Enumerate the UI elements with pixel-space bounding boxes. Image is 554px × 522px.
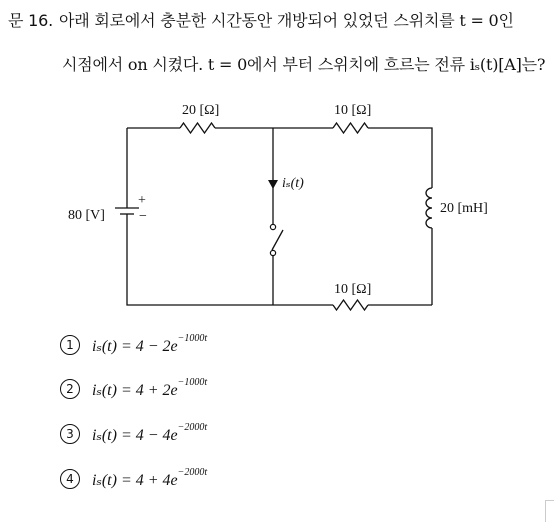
option-4-number: 4 bbox=[60, 469, 80, 489]
question-number: 문 16. bbox=[8, 11, 53, 30]
resistor-10-top-symbol bbox=[333, 123, 368, 133]
resistor-10-bottom-symbol bbox=[333, 300, 368, 310]
resistor-20-symbol bbox=[180, 123, 215, 133]
switch-contact-top bbox=[270, 224, 275, 229]
option-1[interactable] bbox=[60, 333, 207, 356]
option-1-number: 1 bbox=[60, 335, 80, 355]
label-r-bottom: 10 [Ω] bbox=[334, 282, 372, 297]
switch-blade bbox=[272, 230, 283, 250]
option-3-number: 3 bbox=[60, 424, 80, 444]
inductor-symbol bbox=[426, 188, 432, 228]
option-1-expression: iₛ(t) = 4 − 2e bbox=[92, 338, 178, 355]
page-edge-mark bbox=[545, 500, 554, 522]
option-1-exponent: −1000t bbox=[177, 333, 208, 344]
option-4[interactable] bbox=[60, 467, 207, 490]
option-3-expression: iₛ(t) = 4 − 4e bbox=[92, 427, 178, 444]
option-3-exponent: −2000t bbox=[177, 422, 208, 433]
label-source: 80 [V] bbox=[68, 208, 105, 223]
current-arrow-icon bbox=[268, 180, 278, 189]
label-switch-current: iₛ(t) bbox=[282, 176, 304, 191]
option-2-expression: iₛ(t) = 4 + 2e bbox=[92, 382, 178, 399]
option-2-number: 2 bbox=[60, 379, 80, 399]
option-2[interactable] bbox=[60, 377, 207, 400]
question-line-2: 시점에서 on 시켰다. t = 0에서 부터 스위치에 흐르는 전류 iₛ(t)[A]는? bbox=[62, 55, 546, 74]
label-plus: + bbox=[138, 193, 146, 208]
option-4-expression: iₛ(t) = 4 + 4e bbox=[92, 472, 178, 489]
option-2-exponent: −1000t bbox=[177, 377, 208, 388]
option-3[interactable] bbox=[60, 422, 207, 445]
label-inductor: 20 [mH] bbox=[440, 201, 488, 216]
question-text-1: 아래 회로에서 충분한 시간동안 개방되어 있었던 스위치를 t = 0인 bbox=[59, 11, 514, 30]
label-minus: − bbox=[139, 209, 147, 224]
label-r-top-right: 10 [Ω] bbox=[334, 103, 372, 118]
option-4-exponent: −2000t bbox=[177, 467, 208, 478]
label-r-top-left: 20 [Ω] bbox=[182, 103, 220, 118]
switch-contact-bottom bbox=[270, 250, 275, 255]
wire-top-right bbox=[368, 128, 432, 188]
wire-bottom-left bbox=[127, 218, 333, 305]
